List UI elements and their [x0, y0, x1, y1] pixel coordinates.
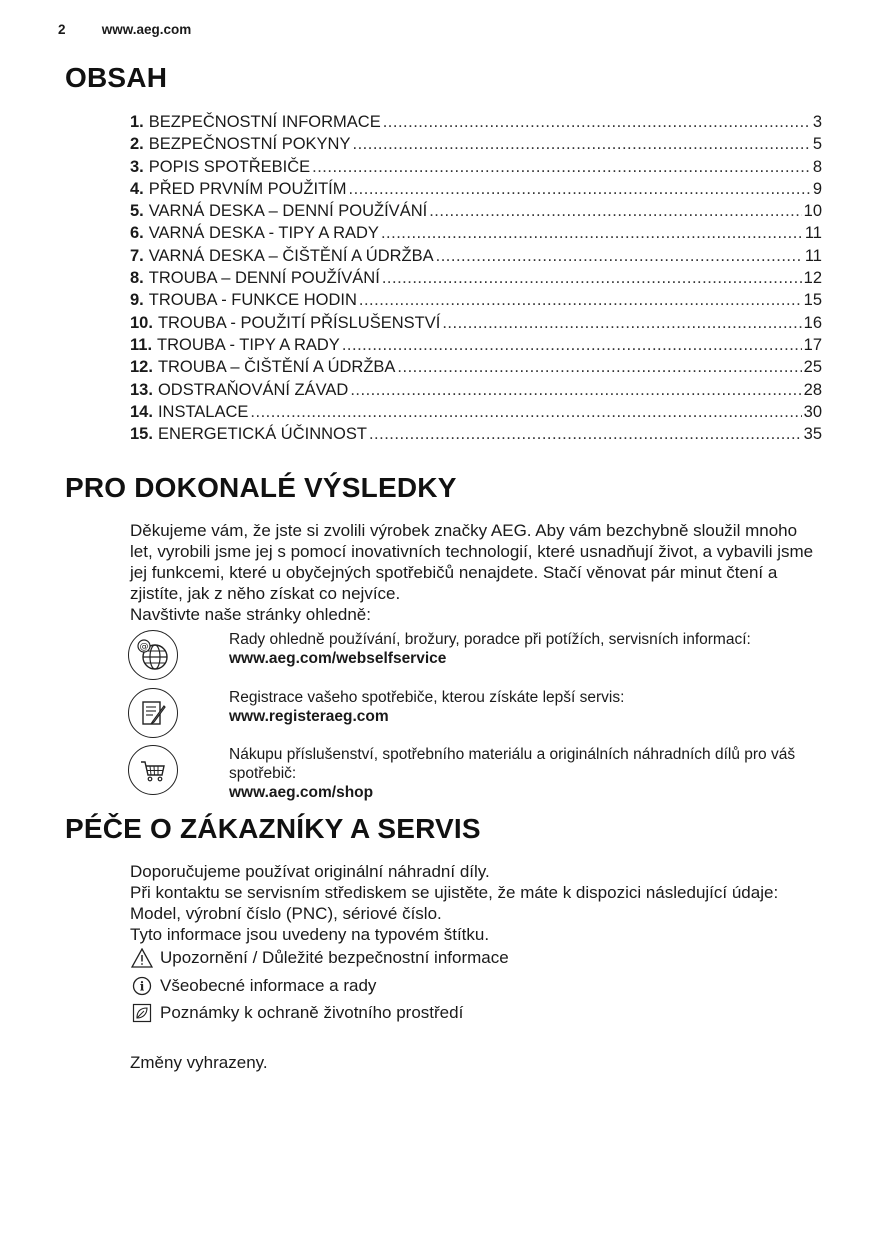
toc-item-page: 28	[803, 380, 822, 399]
toc-item[interactable]: 7. VARNÁ DESKA – ČIŠTĚNÍ A ÚDRŽBA ..... 11	[130, 245, 822, 267]
toc-item[interactable]: 9. TROUBA - FUNKCE HODIN ..... 15	[130, 289, 822, 311]
results-heading: PRO DOKONALÉ VÝSLEDKY	[65, 472, 457, 503]
care-line: Při kontaktu se servisním střediskem se ujistěte, že máte k dispozici následující údaje: Model, výrobní číslo (PNC), sériové číslo.	[130, 883, 779, 923]
toc-item[interactable]: 15. ENERGETICKÁ ÚČINNOST ..... 35	[130, 423, 822, 445]
toc-heading: OBSAH	[65, 62, 168, 93]
toc-item-title: TROUBA - POUŽITÍ PŘÍSLUŠENSTVÍ	[157, 313, 441, 332]
care-line: Doporučujeme používat originální náhradní díly.	[130, 862, 490, 881]
toc-item[interactable]: 5. VARNÁ DESKA – DENNÍ POUŽÍVÁNÍ ..... 10	[130, 200, 822, 222]
link-row-register	[128, 688, 828, 744]
toc-item[interactable]: 2. BEZPEČNOSTNÍ POKYNY ..... 5	[130, 133, 822, 155]
symbol-environment-row	[130, 1001, 463, 1025]
toc-item-page: 11	[804, 246, 822, 265]
toc-item-page: 25	[803, 358, 822, 377]
table-of-contents	[130, 111, 822, 445]
results-intro	[130, 520, 820, 625]
link-row-shop	[128, 745, 828, 801]
toc-item-title: TROUBA – ČIŠTĚNÍ A ÚDRŽBA	[157, 358, 396, 377]
care-heading: PÉČE O ZÁKAZNÍKY A SERVIS	[65, 813, 481, 844]
toc-item-title: PŘED PRVNÍM POUŽITÍM	[148, 179, 347, 198]
register-link[interactable]: www.registeraeg.com	[229, 708, 389, 725]
toc-item-page: 16	[803, 313, 822, 332]
web-globe-icon	[128, 630, 178, 680]
toc-item-title: TROUBA - FUNKCE HODIN	[148, 291, 357, 310]
care-line: Tyto informace jsou uvedeny na typovém štítku.	[130, 925, 490, 944]
environment-leaf-icon	[130, 1002, 154, 1024]
link-description: Nákupu příslušenství, spotřebního materiálu a originálních náhradních dílů pro váš spotřebič: www.aeg.com/shop	[229, 745, 819, 802]
symbol-text: Poznámky k ochraně životního prostředí	[160, 1003, 464, 1022]
toc-item-title: ODSTRAŇOVÁNÍ ZÁVAD	[157, 380, 349, 399]
link-description: Registrace vašeho spotřebiče, kterou získáte lepší servis: www.registeraeg.com	[229, 688, 819, 726]
warning-triangle-icon	[130, 947, 154, 969]
toc-item-page: 12	[803, 269, 822, 288]
link-description: Rady ohledně používání, brožury, poradce při potížích, servisních informací: www.aeg.com/webselfservice	[229, 630, 819, 668]
toc-item-page: 5	[812, 135, 822, 154]
toc-item-title: VARNÁ DESKA – ČIŠTĚNÍ A ÚDRŽBA	[148, 246, 434, 265]
toc-item-title: BEZPEČNOSTNÍ POKYNY	[148, 135, 351, 154]
toc-item[interactable]: 11. TROUBA - TIPY A RADY ..... 17	[130, 334, 822, 356]
shop-link[interactable]: www.aeg.com/shop	[229, 784, 374, 801]
toc-item[interactable]: 12. TROUBA – ČIŠTĚNÍ A ÚDRŽBA ..... 25	[130, 356, 822, 378]
toc-item-page: 17	[803, 335, 822, 354]
registration-form-icon	[128, 688, 178, 738]
toc-item[interactable]: 6. VARNÁ DESKA - TIPY A RADY ..... 11	[130, 222, 822, 244]
shopping-cart-icon	[128, 745, 178, 795]
toc-item-title: TROUBA – DENNÍ POUŽÍVÁNÍ	[148, 269, 380, 288]
results-paragraph: Děkujeme vám, že jste si zvolili výrobek značky AEG. Aby vám bezchybně sloužil mnoho let, vyrobili jsme jej s pomocí inovativních technologií, které usnadňují život, a vybavili jsme jej funkcemi, které u obyčejných spotřebičů nenajdete. Stačí věnovat pár minut čtení a zjistíte, jak z něho získat co nejvíce.	[130, 521, 814, 603]
page-number: 2	[58, 22, 66, 37]
webselfservice-link[interactable]: www.aeg.com/webselfservice	[229, 650, 447, 667]
results-visit-text: Navštivte naše stránky ohledně:	[130, 605, 371, 624]
toc-item[interactable]: 3. POPIS SPOTŘEBIČE ..... 8	[130, 156, 822, 178]
symbol-text: Všeobecné informace a rady	[160, 976, 377, 995]
changes-notice: Změny vyhrazeny.	[130, 1053, 268, 1072]
svg-text:i: i	[139, 979, 145, 994]
toc-item-page: 3	[812, 113, 822, 131]
toc-item-title: VARNÁ DESKA – DENNÍ POUŽÍVÁNÍ	[148, 202, 428, 221]
symbol-text: Upozornění / Důležité bezpečnostní informace	[160, 948, 509, 967]
toc-item[interactable]: 10. TROUBA - POUŽITÍ PŘÍSLUŠENSTVÍ ..... 16	[130, 312, 822, 334]
toc-item-page: 15	[803, 291, 822, 310]
toc-item-page: 9	[812, 179, 822, 198]
toc-item-page: 30	[803, 402, 822, 421]
toc-item-page: 8	[812, 157, 822, 176]
symbol-info-row	[130, 974, 376, 998]
svg-text:@: @	[139, 642, 149, 652]
toc-item-title: INSTALACE	[157, 402, 249, 421]
toc-item-title: ENERGETICKÁ ÚČINNOST	[157, 425, 367, 444]
page-header	[58, 22, 191, 37]
care-text	[130, 861, 820, 945]
toc-item-page: 35	[803, 425, 822, 444]
toc-item[interactable]: 4. PŘED PRVNÍM POUŽITÍM ..... 9	[130, 178, 822, 200]
toc-item[interactable]: 8. TROUBA – DENNÍ POUŽÍVÁNÍ ..... 12	[130, 267, 822, 289]
toc-item[interactable]: 1. BEZPEČNOSTNÍ INFORMACE ..... 3	[130, 111, 822, 133]
toc-item[interactable]: 13. ODSTRAŇOVÁNÍ ZÁVAD ..... 28	[130, 379, 822, 401]
toc-item-page: 11	[804, 224, 822, 243]
toc-item-title: POPIS SPOTŘEBIČE	[148, 157, 311, 176]
toc-item-page: 10	[803, 202, 822, 221]
symbol-warning-row	[130, 946, 509, 970]
toc-item-title: TROUBA - TIPY A RADY	[157, 335, 340, 354]
toc-item-title: BEZPEČNOSTNÍ INFORMACE	[148, 113, 381, 131]
link-row-webselfservice	[128, 630, 828, 686]
info-icon	[130, 975, 154, 997]
toc-item[interactable]: 14. INSTALACE ..... 30	[130, 401, 822, 423]
website-link[interactable]: www.aeg.com	[101, 22, 192, 37]
toc-item-title: VARNÁ DESKA - TIPY A RADY	[148, 224, 379, 243]
